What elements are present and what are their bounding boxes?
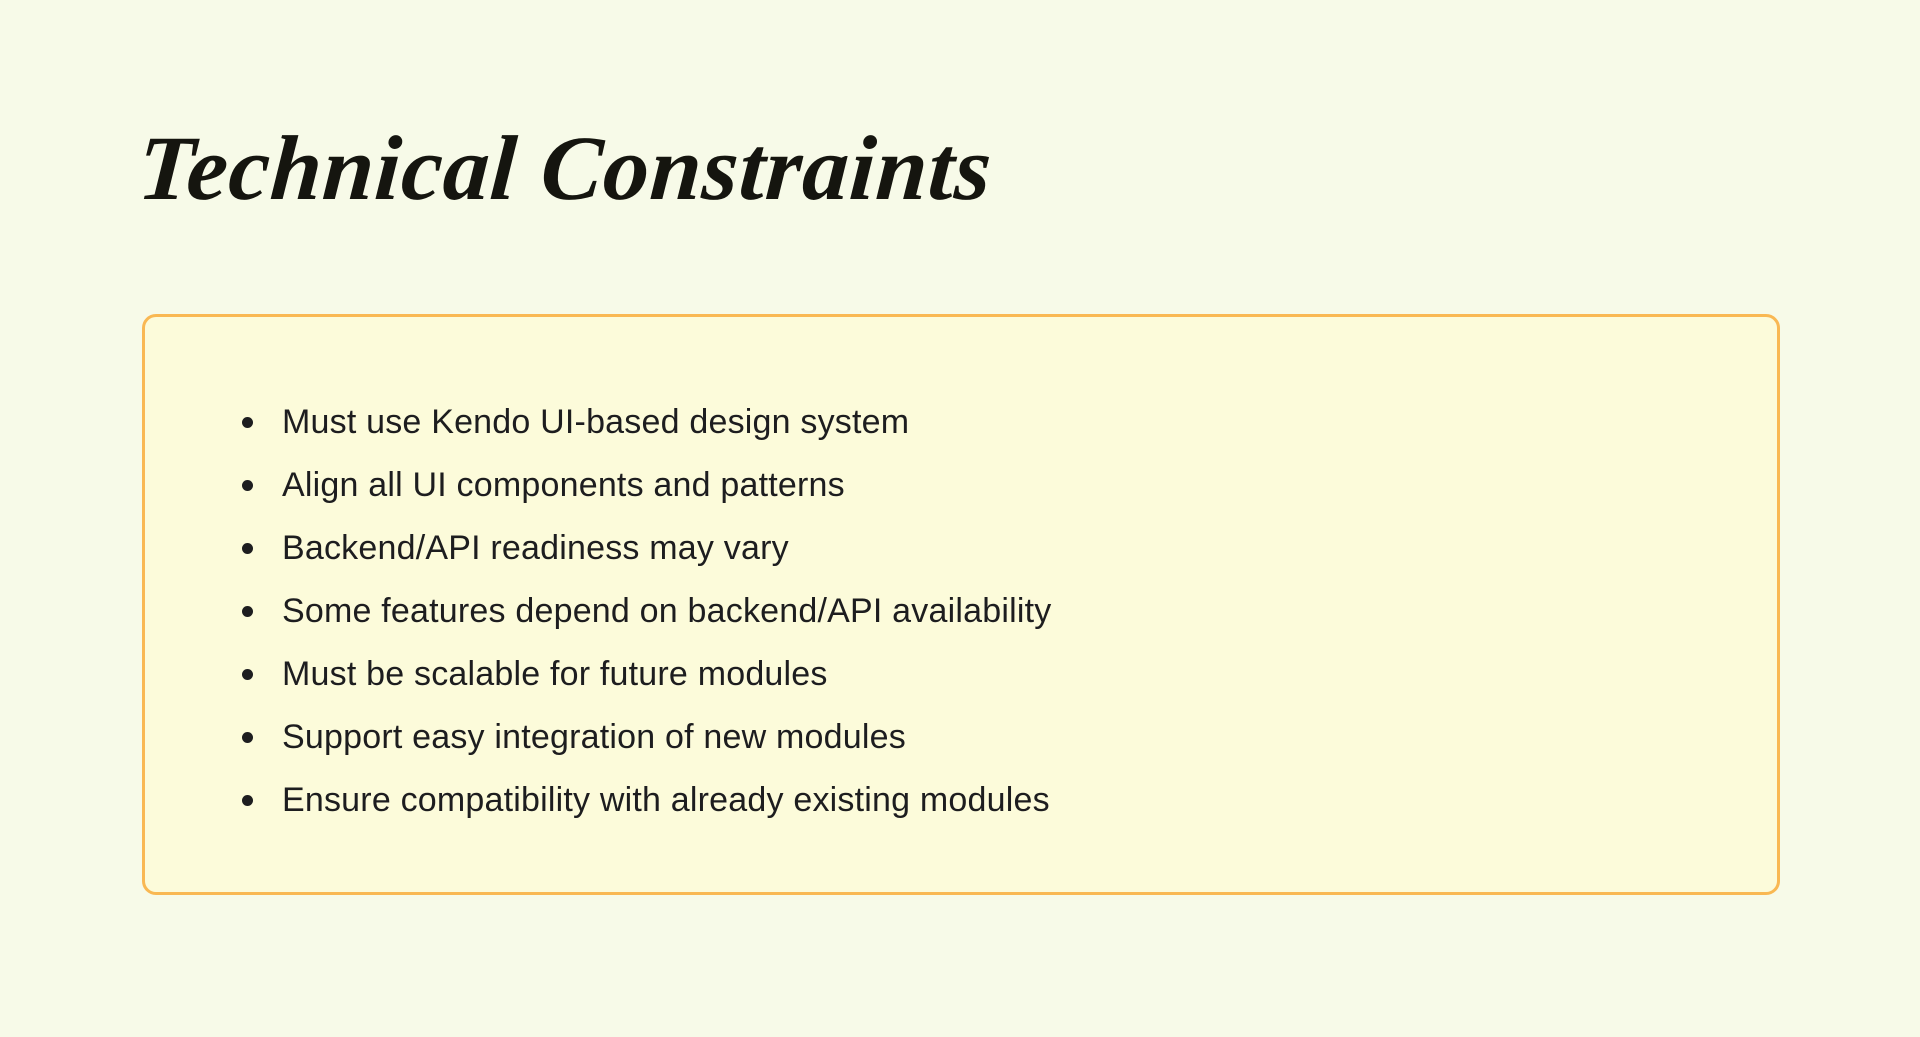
bullet-dot-icon [242,543,253,554]
list-item [242,391,1051,454]
constraints-panel [142,314,1780,895]
list-item [242,517,1051,580]
list-item [242,580,1051,643]
list-item-text: Must use Kendo UI-based design system [282,403,910,441]
bullet-dot-icon [242,480,253,491]
list-item [242,769,1051,832]
list-item-text: Ensure compatibility with already existing modules [282,781,1050,819]
bullet-dot-icon [242,606,253,617]
list-item-text: Must be scalable for future modules [282,655,828,693]
bullet-dot-icon [242,669,253,680]
bullet-dot-icon [242,795,253,806]
constraints-list [242,391,1051,832]
list-item [242,454,1051,517]
list-item-text: Support easy integration of new modules [282,718,906,756]
bullet-dot-icon [242,417,253,428]
list-item [242,643,1051,706]
list-item-text: Backend/API readiness may vary [282,529,789,567]
bullet-dot-icon [242,732,253,743]
list-item-text: Align all UI components and patterns [282,466,845,504]
list-item [242,706,1051,769]
list-item-text: Some features depend on backend/API availability [282,592,1052,630]
page-title: Technical Constraints [135,117,996,219]
